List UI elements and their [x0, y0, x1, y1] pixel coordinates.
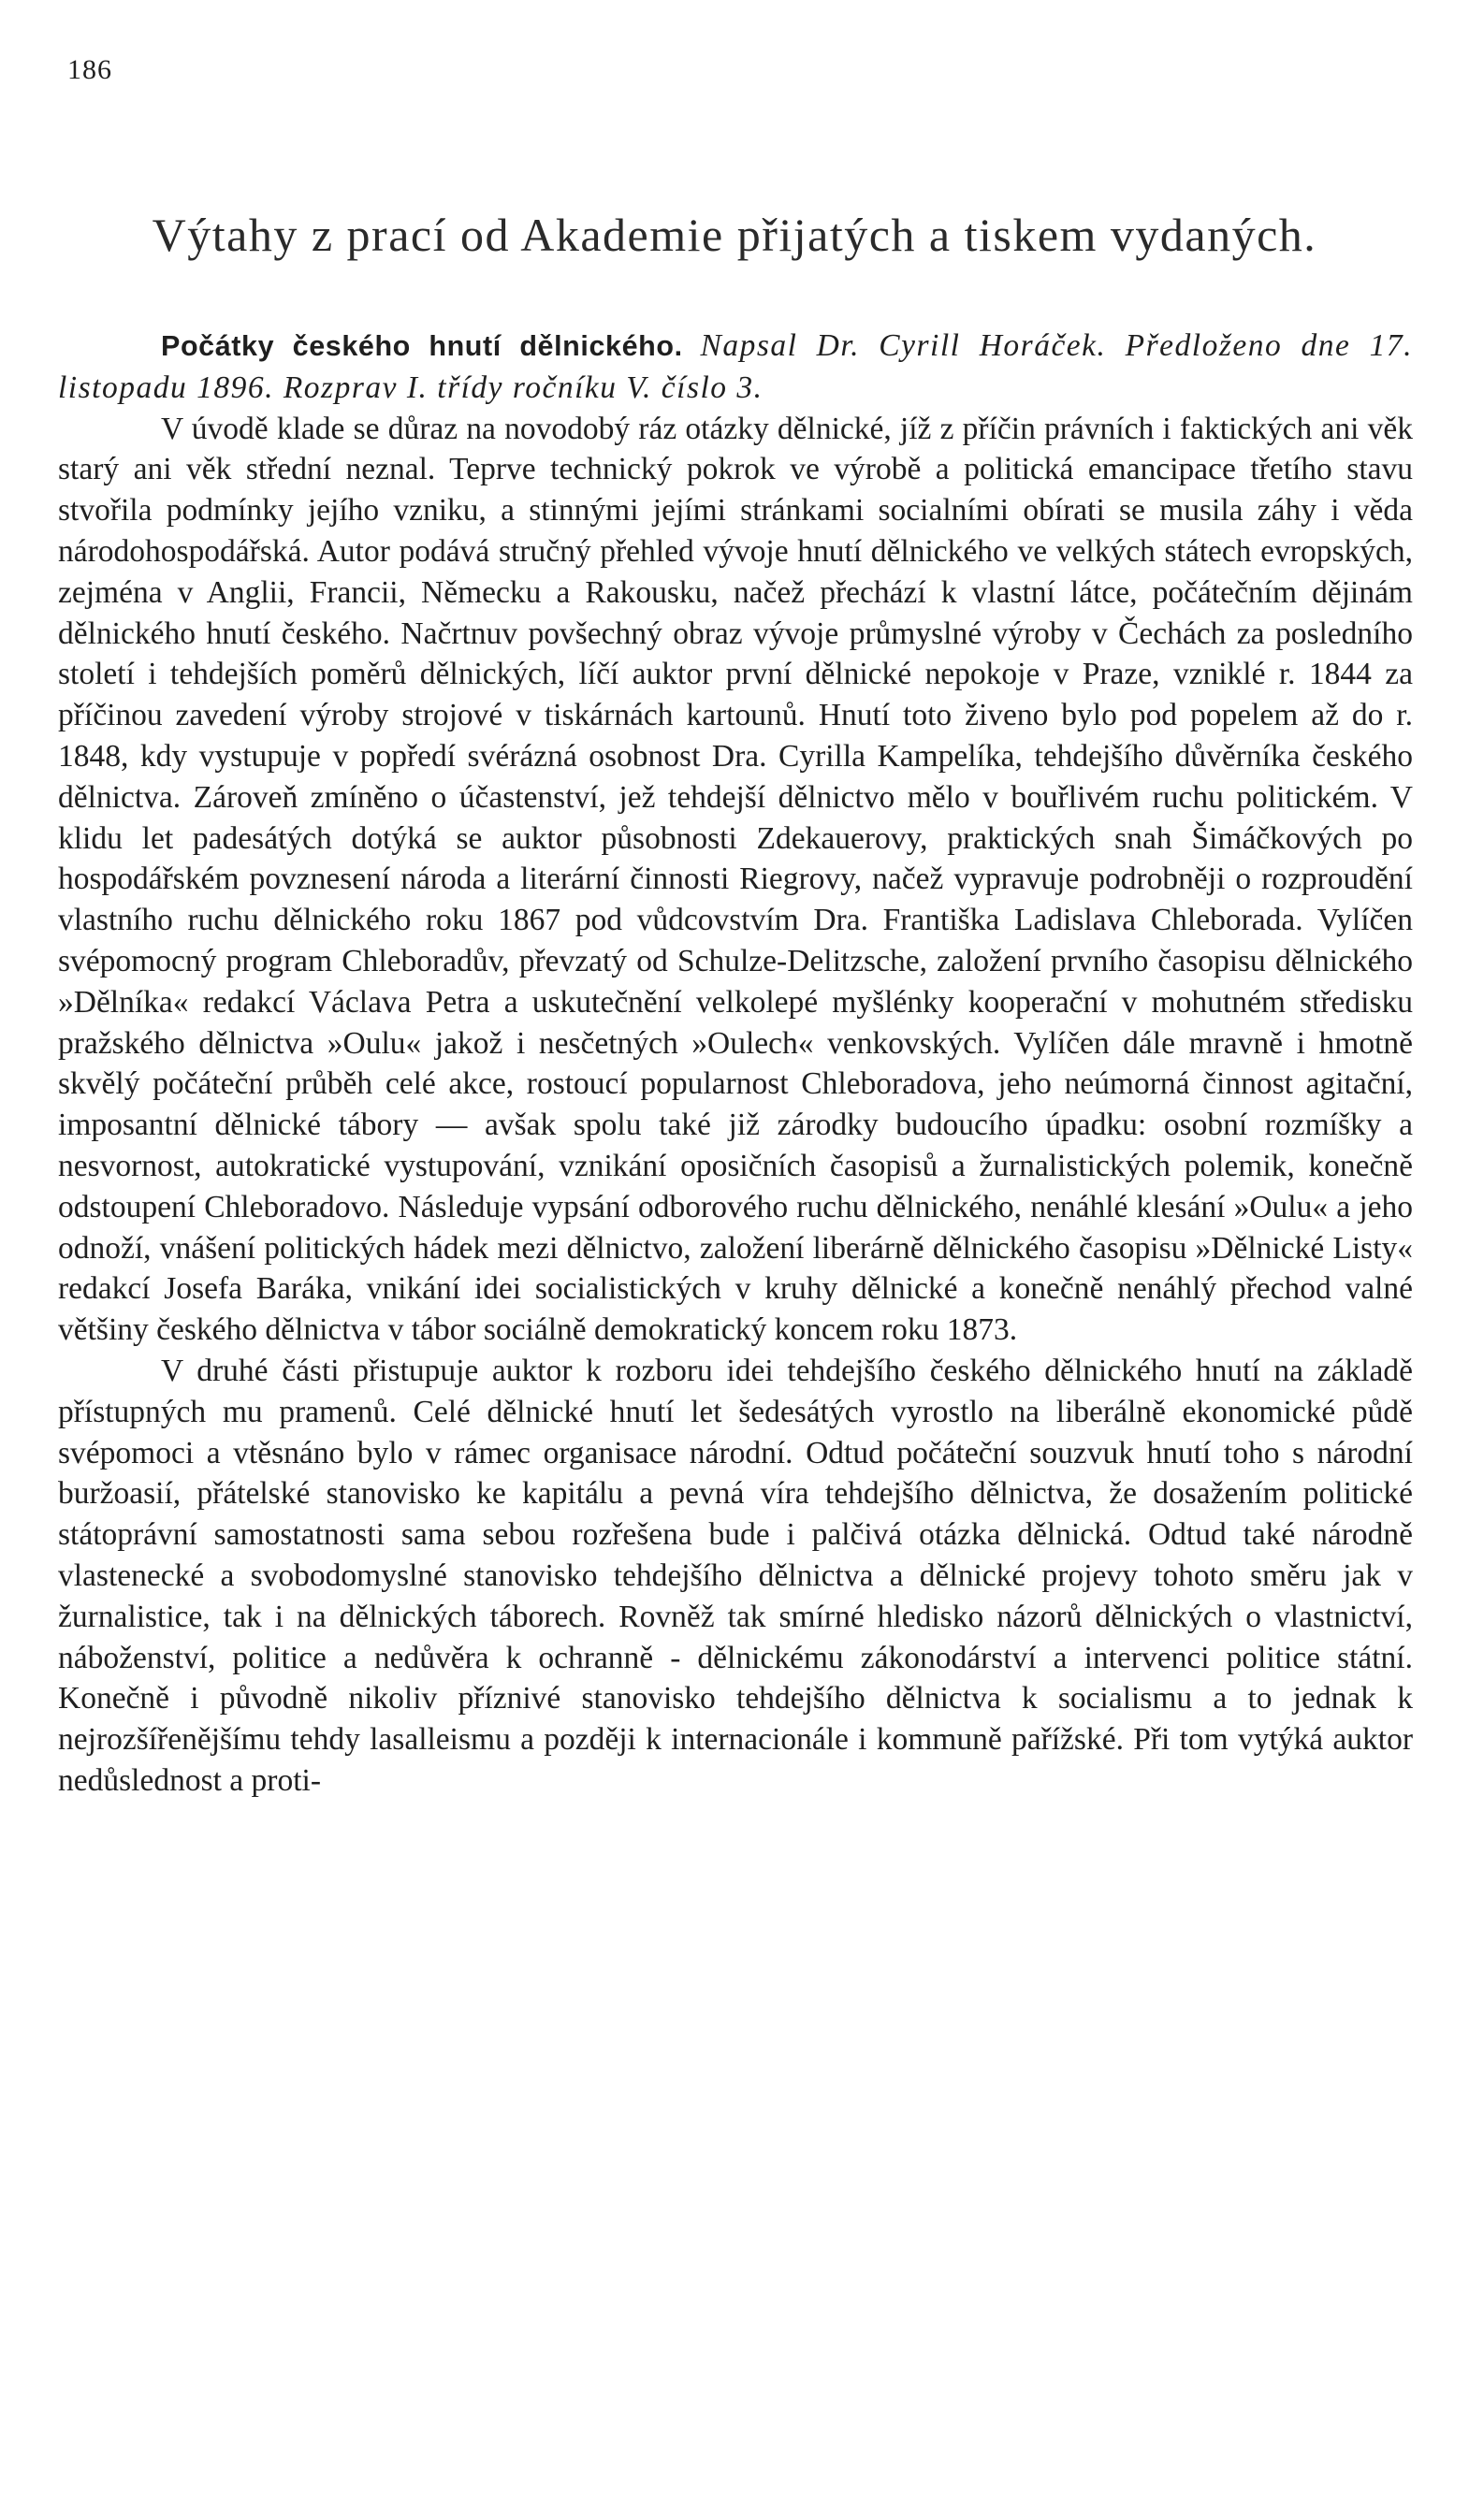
- paragraph-1: V úvodě klade se důraz na novodobý ráz otázky dělnické, jíž z příčin právních i faktických ani věk starý ani věk střední neznal. Teprve technický pokrok ve výrobě a politická emancipace třetího stavu stvořila podmínky jejího vzniku, a stinnými jejími stránkami socialními obírati se musila záhy i věda národohospodářská. Autor podává stručný přehled vývoje hnutí dělnického ve velkých státech evropských, zejména v Anglii, Francii, Německu a Rakousku, načež přechází k vlastní látce, počátečním dějinám dělnického hnutí českého. Načrtnuv povšechný obraz vývoje průmyslné výroby v Čechách za posledního století i tehdejších poměrů dělnických, líčí auktor první dělnické nepokoje v Praze, vzniklé r. 1844 za příčinou zavedení výroby strojové v tiskárnách kartounů. Hnutí toto živeno bylo pod popelem až do r. 1848, kdy vystupuje v popředí svérázná osobnost Dra. Cyrilla Kampelíka, tehdejšího důvěrníka českého dělnictva. Zároveň zmíněno o účastenství, jež tehdejší dělnictvo mělo v bouřlivém ruchu politickém. V klidu let padesátých dotýká se auktor působnosti Zdekauerovy, praktických snah Šimáčkových po hospodářském povznesení národa a literární činnosti Riegrovy, načež vypravuje podrobněji o rozproudění vlastního ruchu dělnického roku 1867 pod vůdcovstvím Dra. Františka Ladislava Chleborada. Vylíčen svépomocný program Chleboradův, převzatý od Schulze-Delitzsche, založení prvního časopisu dělnického »Dělníka« redakcí Václava Petra a uskutečnění velkolepé myšlénky kooperační v mohutném středisku pražského dělnictva »Oulu« jakož i nesčetných »Oulech« venkovských. Vylíčen dále mravně i hmotně skvělý počáteční průběh celé akce, rostoucí popularnost Chleboradova, jeho neúmorná činnost agitační, imposantní dělnické tábory — avšak spolu také již zárodky budoucího úpadku: osobní rozmíšky a nesvornost, autokratické vystupování, vznikání oposičních časopisů a žurnalistických polemik, konečně odstoupení Chleboradovo. Následuje vypsání odborového ruchu dělnického, nenáhlé klesání »Oulu« a jeho odnoží, vnášení politických hádek mezi dělnictvo, založení liberárně dělnického časopisu »Dělnické Listy« redakcí Josefa Baráka, vnikání idei socialistických v kruhy dělnické a konečně nenáhlý přechod valné většiny českého dělnictva v tábor sociálně demokratický koncem roku 1873.: [58, 411, 1413, 1348]
- section-heading: Výtahy z prací od Akademie přijatých a tiskem vydaných.: [152, 209, 1317, 261]
- entry-meta: Napsal Dr. Cyrill Horáček. Předloženo dne 17. listopadu 1896. Rozprav I. třídy ročníku V. číslo 3.: [58, 328, 1413, 405]
- article-body: [58, 326, 1413, 1802]
- entry-title: Počátky českého hnutí dělnického.: [161, 330, 683, 362]
- entry-header: [58, 326, 1413, 409]
- paragraph-2: V druhé části přistupuje auktor k rozboru idei tehdejšího českého dělnického hnutí na základě přístupných mu pramenů. Celé dělnické hnutí let šedesátých vyrostlo na liberálně ekonomické půdě svépomoci a vtěsnáno bylo v rámec organisace národní. Odtud počáteční souzvuk hnutí toho s národní buržoasií, přátelské stanovisko ke kapitálu a pevná víra tehdejšího dělnictva, že dosažením politické státoprávní samostatnosti sama sebou rozřešena bude i palčivá otázka dělnická. Odtud také národně vlastenecké a svobodomyslné stanovisko tehdejšího dělnictva a dělnické projevy tohoto směru jak v žurnalistice, tak i na dělnických táborech. Rovněž tak smírné hledisko názorů dělnických o vlastnictví, náboženství, politice a nedůvěra k ochranně - dělnickému zákonodárství a intervenci politice státní. Konečně i původně nikoliv příznivé stanovisko tehdejšího dělnictva k socialismu a to jednak k nejrozšířenějšímu tehdy lasalleismu a později k internacionále i kommuně pařížské. Při tom vytýká auktor nedůslednost a proti-: [58, 1353, 1413, 1798]
- page-number: 186: [67, 54, 112, 85]
